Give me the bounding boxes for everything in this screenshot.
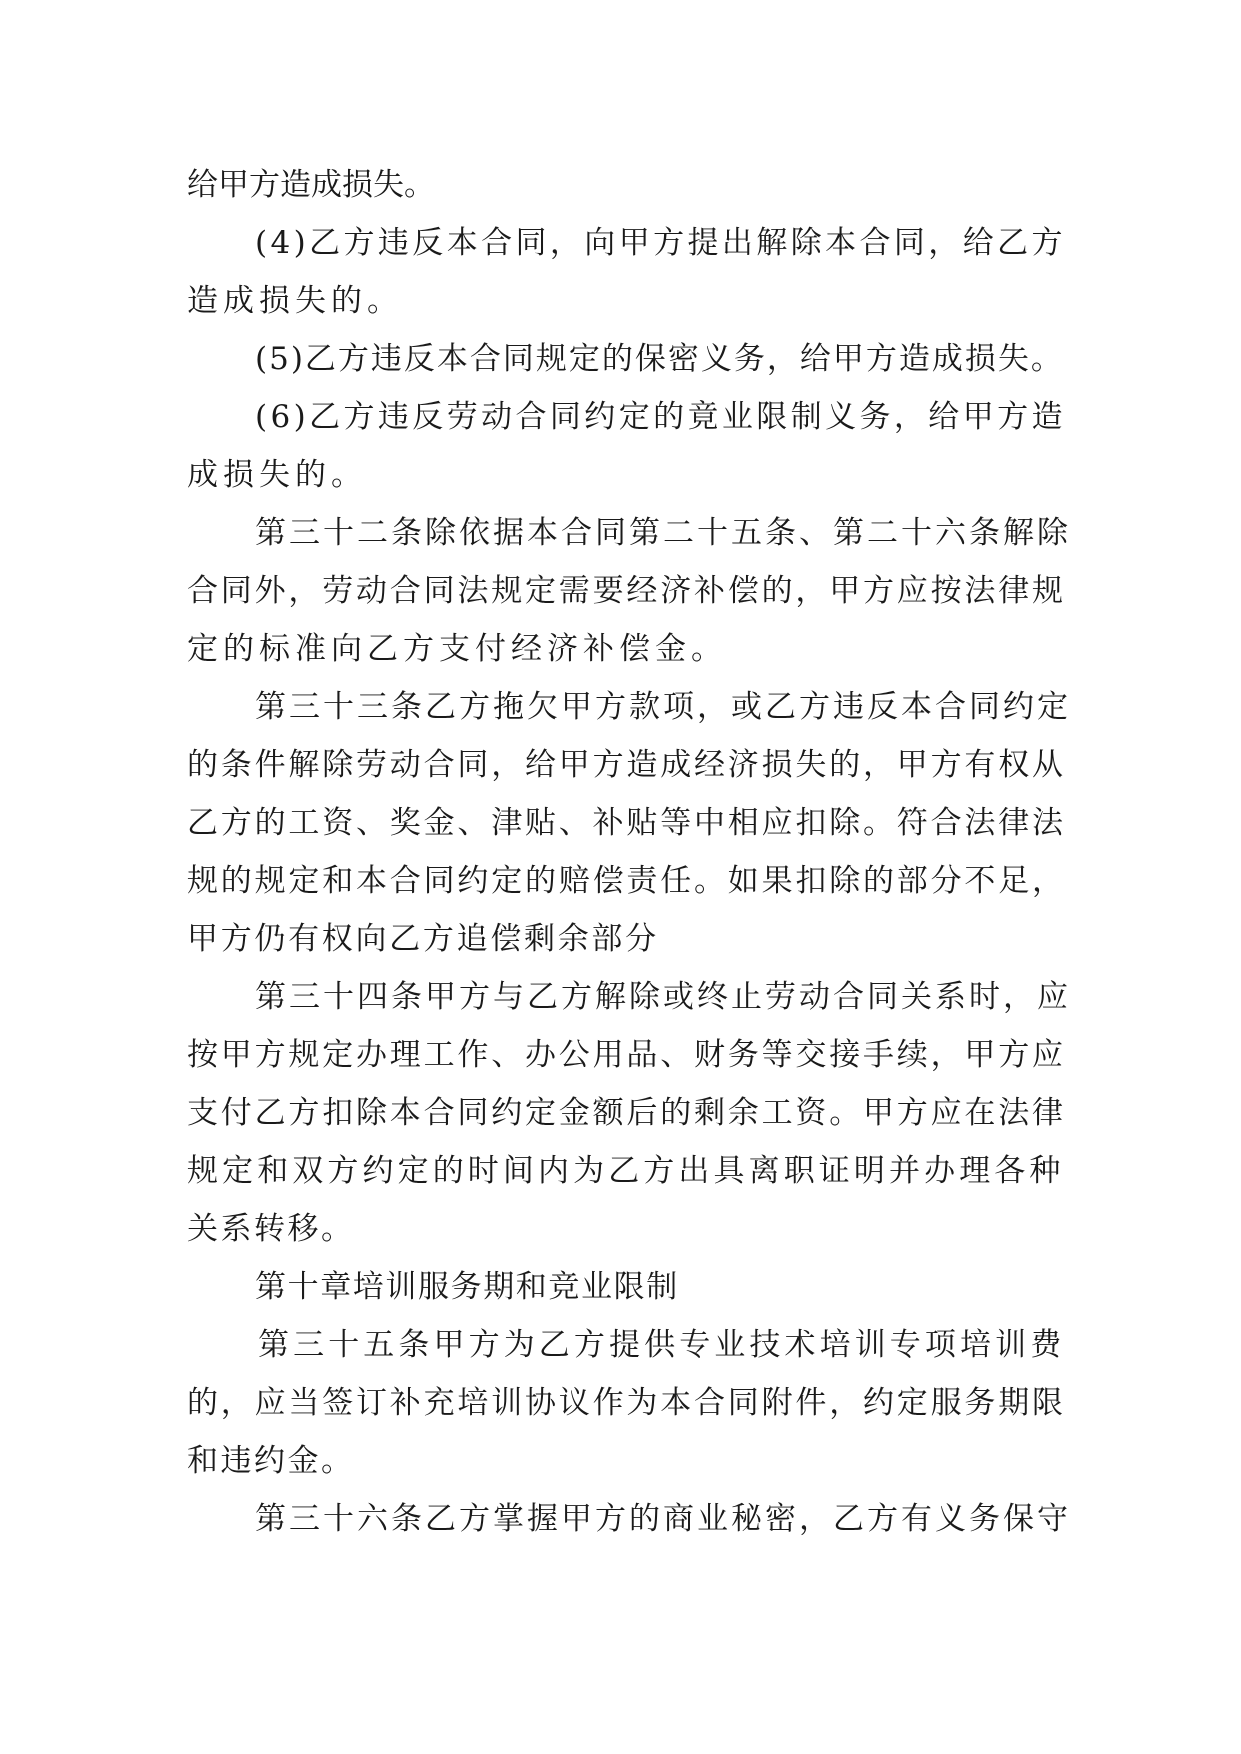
- text-line: 规的规定和本合同约定的赔偿责任。如果扣除的部分不足，: [187, 863, 1066, 899]
- text-line: (4)乙方违反本合同，向甲方提出解除本合同，给乙方: [255, 225, 1066, 261]
- text-line: 第三十五条甲方为乙方提供专业技术培训专项培训费: [258, 1327, 1066, 1363]
- text-line: 定的标准向乙方支付经济补偿金。: [187, 631, 727, 667]
- text-line: 第三十四条甲方与乙方解除或终止劳动合同关系时，应: [255, 979, 1071, 1015]
- text-line: 第三十二条除依据本合同第二十五条、第二十六条解除: [255, 515, 1071, 551]
- text-line: 合同外，劳动合同法规定需要经济补偿的，甲方应按法律规: [187, 573, 1066, 609]
- text-line: 第三十六条乙方掌握甲方的商业秘密，乙方有义务保守: [255, 1501, 1071, 1537]
- text-line: 乙方的工资、奖金、津贴、补贴等中相应扣除。符合法律法: [187, 805, 1066, 841]
- text-line: 和违约金。: [187, 1443, 355, 1479]
- text-line: 甲方仍有权向乙方追偿剩余部分: [187, 921, 659, 957]
- text-line: 关系转移。: [187, 1211, 355, 1247]
- text-line: 成损失的。: [187, 457, 367, 493]
- text-line: (5)乙方违反本合同规定的保密义务，给甲方造成损失。: [255, 341, 1064, 377]
- text-line: (6)乙方违反劳动合同约定的竟业限制义务，给甲方造: [255, 399, 1066, 435]
- text-line: 第三十三条乙方拖欠甲方款项，或乙方违反本合同约定: [255, 689, 1071, 725]
- section-heading: 第十章培训服务期和竞业限制: [255, 1269, 679, 1305]
- text-line: 的条件解除劳动合同，给甲方造成经济损失的，甲方有权从: [187, 747, 1066, 783]
- text-line: 按甲方规定办理工作、办公用品、财务等交接手续，甲方应: [187, 1037, 1066, 1073]
- text-line: 支付乙方扣除本合同约定金额后的剩余工资。甲方应在法律: [187, 1095, 1066, 1131]
- text-line: 规定和双方约定的时间内为乙方出具离职证明并办理各种: [187, 1153, 1065, 1189]
- text-line: 给甲方造成损失。: [187, 167, 435, 203]
- text-line: 造成损失的。: [187, 283, 403, 319]
- text-line: 的，应当签订补充培训协议作为本合同附件，约定服务期限: [187, 1385, 1066, 1421]
